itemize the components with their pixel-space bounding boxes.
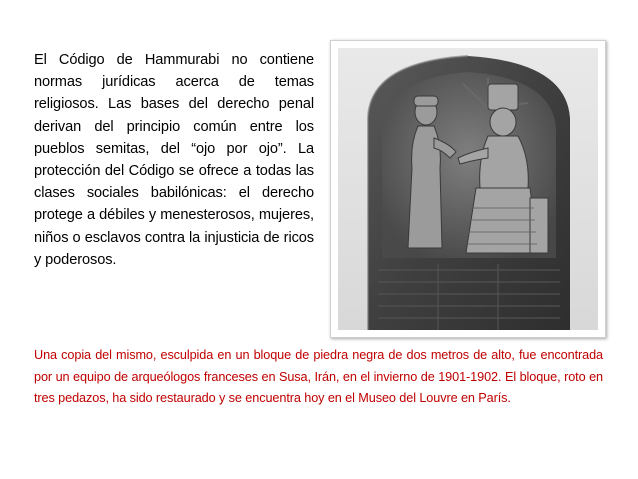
stele-photo-frame	[330, 40, 606, 338]
caption-paragraph: Una copia del mismo, esculpida en un bloque de piedra negra de dos metros de alto, fue encontrada por un equipo de arqueólogos franceses en Susa, Irán, en el invierno de 1901-1902. El bloque, roto en tres pedazos, ha sido restaurado y se encuentra hoy en el Museo del Louvre en París.	[34, 348, 603, 406]
main-paragraph: El Código de Hammurabi no contiene normas jurídicas acerca de temas religiosos. Las bases del derecho penal derivan del principio común entre los pueblos semitas, del “ojo por ojo”. La protección del Código se ofrece a todas las clases sociales babilónicas: el derecho protege a débiles y menesterosos, mujeres, niños o esclavos contra la injusticia de ricos y poderosos.	[34, 52, 314, 268]
stele-photo-icon	[338, 48, 598, 330]
